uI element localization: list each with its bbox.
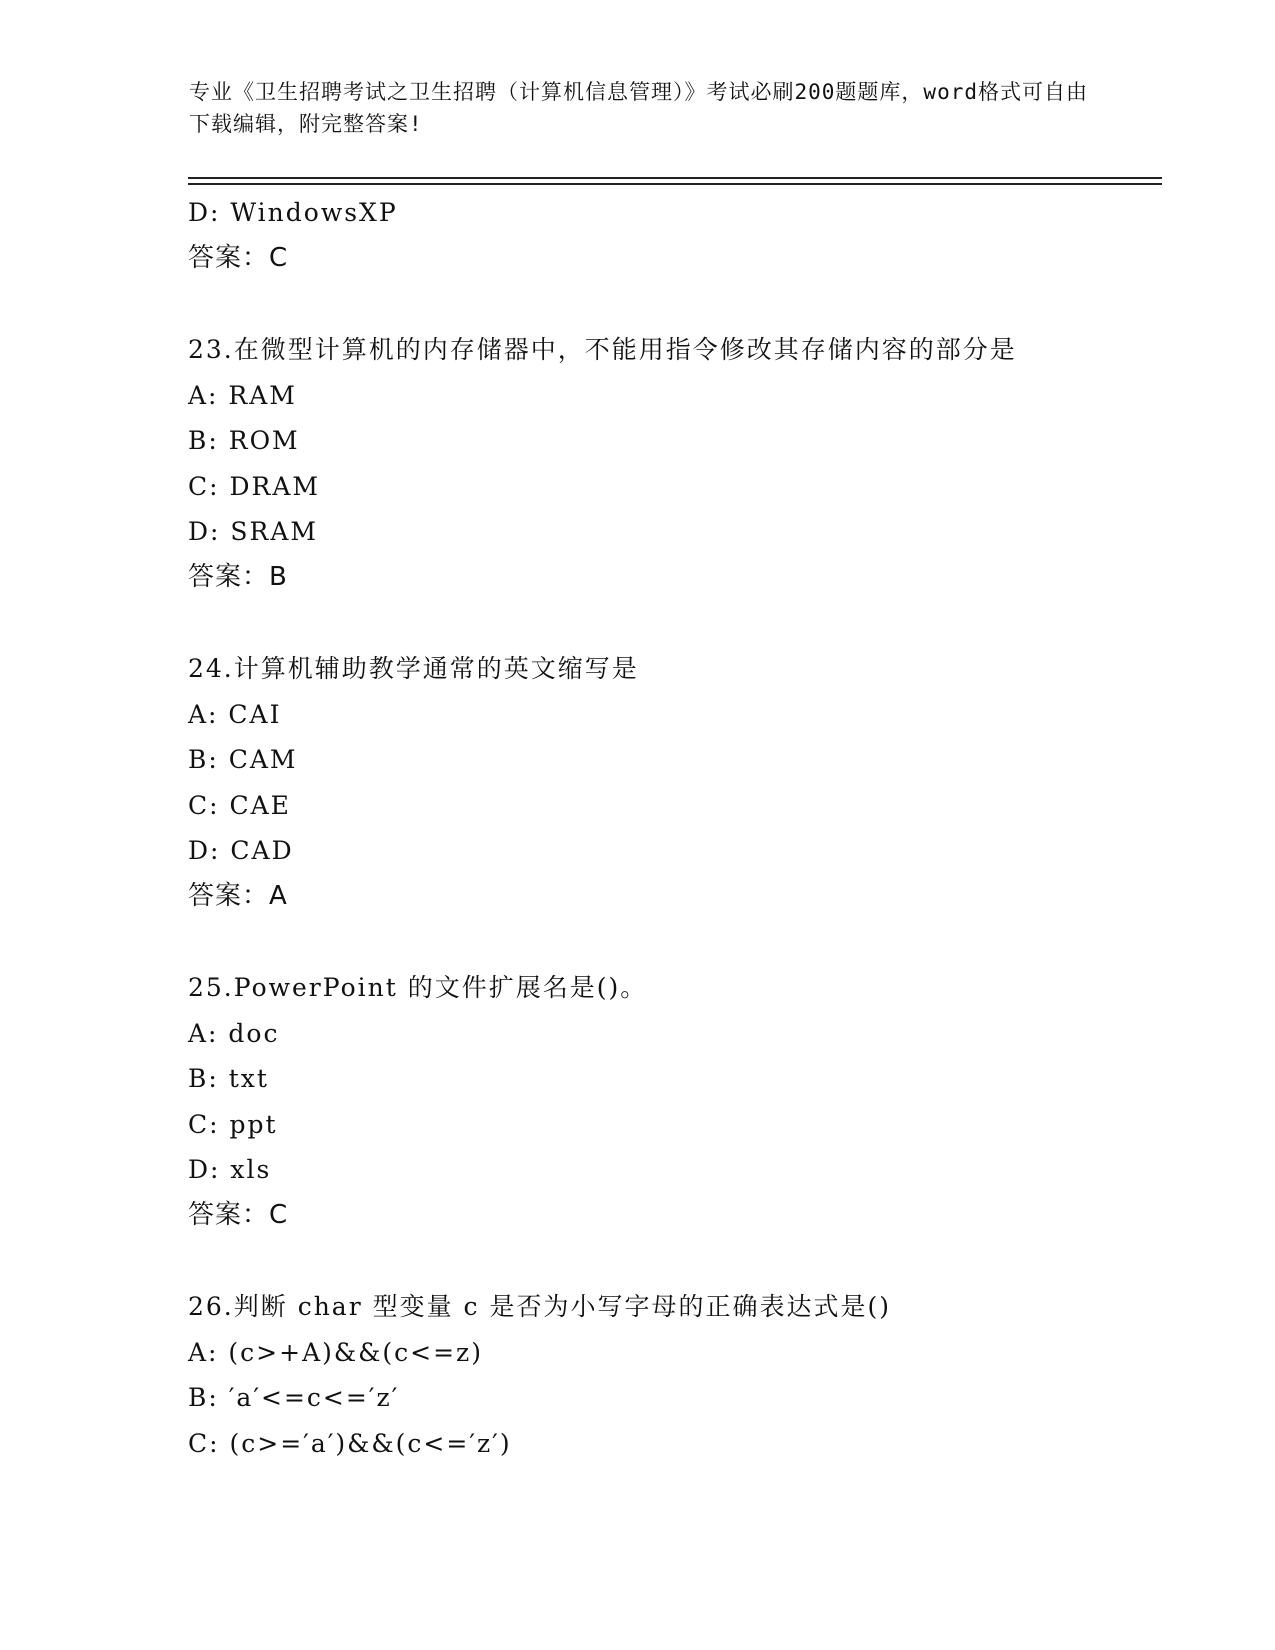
answer-label: 答案：B <box>188 561 288 592</box>
header-divider-bottom <box>188 183 1162 185</box>
question-gap <box>188 1238 1168 1284</box>
option-d: D: CAD <box>188 836 294 865</box>
question-gap <box>188 281 1168 327</box>
question-stem: 23.在微型计算机的内存储器中，不能用指令修改其存储内容的部分是 <box>188 335 1017 364</box>
option-c: C: CAE <box>188 790 291 820</box>
option-b: B: CAM <box>188 745 298 774</box>
option-c: C: ppt <box>188 1109 278 1139</box>
question-24 <box>188 646 1168 919</box>
question-26 <box>188 1284 1168 1466</box>
option-b: B: txt <box>188 1064 269 1093</box>
answer-label: 答案：C <box>188 1199 289 1230</box>
question-stem: 26.判断 char 型变量 c 是否为小写字母的正确表达式是() <box>188 1292 892 1321</box>
header-divider-top <box>188 177 1162 179</box>
option-b: B: ROM <box>188 426 300 455</box>
option-a: A: (c>+A)&&(c<=z) <box>188 1337 483 1367</box>
previous-question-option-d: D: WindowsXP <box>188 198 398 227</box>
question-25 <box>188 965 1168 1238</box>
question-gap <box>188 919 1168 965</box>
question-gap <box>188 600 1168 646</box>
answer-label: 答案：A <box>188 880 288 911</box>
question-content <box>188 190 1168 1466</box>
document-header-text: 专业《卫生招聘考试之卫生招聘（计算机信息管理）》考试必刷200题题库，word格式可自由下载编辑，附完整答案! <box>189 80 1088 136</box>
option-b: B: ′a′<=c<=′z′ <box>188 1383 400 1412</box>
question-23 <box>188 327 1168 600</box>
question-stem: 24.计算机辅助教学通常的英文缩写是 <box>188 654 639 683</box>
option-a: A: doc <box>188 1018 280 1048</box>
option-d: D: SRAM <box>188 517 319 546</box>
previous-question-answer: 答案：C <box>188 242 289 273</box>
option-a: A: RAM <box>188 380 297 410</box>
option-c: C: (c>=′a′)&&(c<=′z′) <box>188 1428 512 1458</box>
option-a: A: CAI <box>188 699 282 729</box>
option-d: D: xls <box>188 1155 272 1184</box>
option-c: C: DRAM <box>188 471 321 501</box>
question-stem: 25.PowerPoint 的文件扩展名是()。 <box>188 973 648 1002</box>
